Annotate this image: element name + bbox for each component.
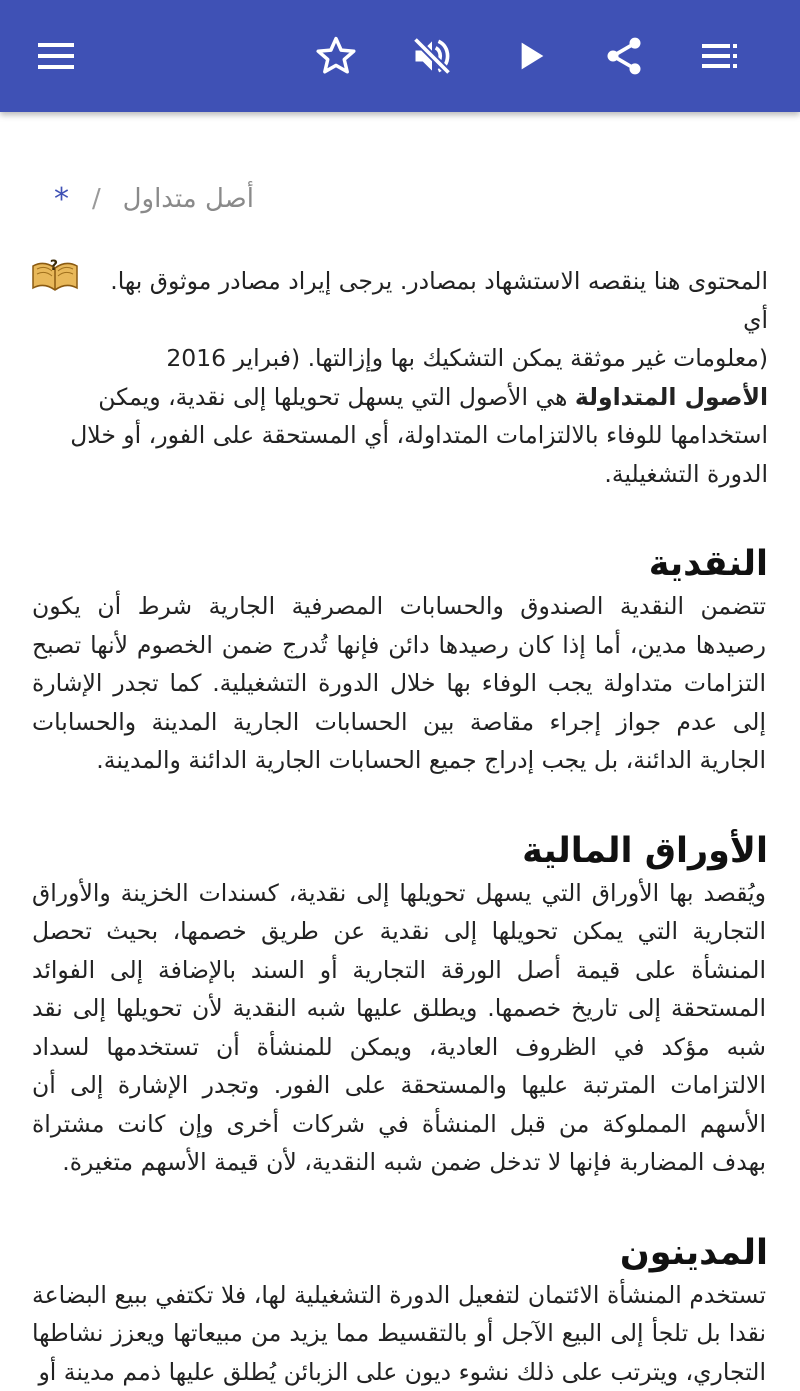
section-text-debtors: تستخدم المنشأة الائتمان لتفعيل الدورة التشغيلية لها، فلا تكتفي ببيع البضاعة نقدا بل تلجأ إلى البيع الآجل أو بالتقسيط مما يزيد من مبيعاتها ويعزز نشاطها التجاري، ويترتب على ذلك نشوء ديون على الزبائن يُطلق عليها ذمم مدينة أو: [32, 1276, 768, 1391]
book-icon: [30, 256, 80, 296]
menu-icon: [36, 36, 76, 76]
share-icon: [602, 34, 646, 78]
star-icon: [314, 34, 358, 78]
contents-button[interactable]: [688, 24, 752, 88]
mute-icon: [410, 34, 454, 78]
notice-line-2: (معلومات غير موثقة يمكن التشكيك بها وإزالتها. (فبراير 2016: [86, 339, 768, 378]
menu-button[interactable]: [24, 24, 88, 88]
breadcrumb-home[interactable]: *: [54, 182, 69, 217]
section-heading-cash: النقدية: [32, 541, 768, 587]
intro-text: هي الأصول التي يسهل تحويلها إلى نقدية، ويمكن استخدامها للوفاء بالالتزامات المتداولة، أي المستحقة على الفور، أو خلال الدورة التشغيلية.: [70, 383, 768, 488]
play-button[interactable]: [498, 24, 562, 88]
play-icon: [510, 36, 550, 76]
mute-button[interactable]: [400, 24, 464, 88]
article-body: [32, 262, 768, 1391]
breadcrumb-separator: /: [92, 184, 101, 214]
section-heading-debtors: المدينون: [32, 1230, 768, 1276]
breadcrumb: [0, 184, 800, 224]
app-toolbar: [0, 0, 800, 112]
section-text-securities: ويُقصد بها الأوراق التي يسهل تحويلها إلى نقدية، كسندات الخزينة والأوراق التجارية التي يمكن تحويلها إلى نقدية عن طريق خصمها، بحيث تحصل المنشأة على قيمة أصل الورقة التجارية أو السند بالإضافة إلى الفوائد المستحقة إلى تاريخ خصمها. ويطلق عليها شبه النقدية لأن تحويلها إلى نقد شبه مؤكد في الظروف العادية، ويمكن للمنشأة أن تستخدمها لسداد الالتزامات المترتبة عليها والمستحقة على الفور. وتجدر الإشارة إلى أن الأسهم المملوكة من قبل المنشأة في شركات أخرى وإن كانت مشتراة بهدف المضاربة فإنها لا تدخل ضمن شبه النقدية، لأن قيمة الأسهم متغيرة.: [32, 874, 768, 1182]
notice-line-1: المحتوى هنا ينقصه الاستشهاد بمصادر. يرجى إيراد مصادر موثوق بها. أي: [86, 262, 768, 339]
citation-notice: [32, 262, 768, 378]
intro-term: الأصول المتداولة: [575, 383, 768, 411]
section-text-cash: تتضمن النقدية الصندوق والحسابات المصرفية الجارية شرط أن يكون رصيدها مدين، أما إذا كان رصيدها دائن فإنها تُدرج ضمن الخصوم لأنها تصبح التزامات متداولة يجب الوفاء بها خلال الدورة التشغيلية. كما تجدر الإشارة إلى عدم جواز إجراء مقاصة بين الحسابات الجارية المدينة والحسابات الجارية الدائنة، بل يجب إدراج جميع الحسابات الجارية الدائنة والمدينة.: [32, 587, 768, 780]
section-heading-securities: الأوراق المالية: [32, 828, 768, 874]
article-view[interactable]: [0, 112, 800, 1280]
share-button[interactable]: [592, 24, 656, 88]
bookmark-button[interactable]: [304, 24, 368, 88]
list-icon: [700, 36, 740, 76]
breadcrumb-current-page: أصل متداول: [123, 184, 254, 214]
svg-text:?: ?: [50, 258, 58, 274]
intro-paragraph: [32, 378, 768, 494]
